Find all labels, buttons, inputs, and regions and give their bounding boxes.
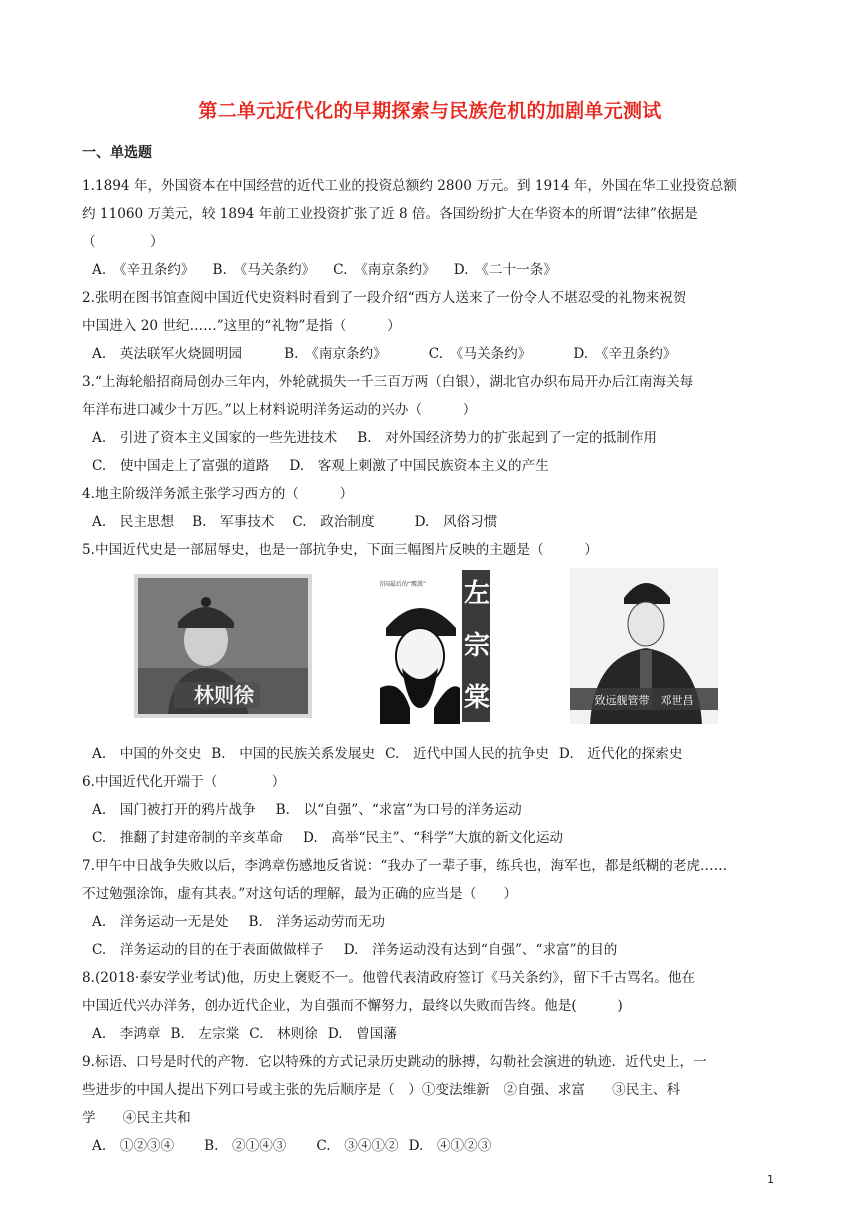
- question-text: 3.“上海轮船招商局创办三年内，外轮就损失一千三百万两（白银），湖北官办织布局开办后江南海关每: [82, 374, 694, 390]
- answer-option[interactable]: C. 洋务运动的目的在于表面做做样子: [92, 942, 324, 958]
- answer-option[interactable]: B. ②①④③: [204, 1138, 287, 1154]
- answer-option[interactable]: C. 《马关条约》: [428, 346, 532, 362]
- answer-option[interactable]: C. ③④①②: [316, 1138, 399, 1154]
- answer-option[interactable]: C. 林则徐: [249, 1026, 318, 1042]
- section-heading: 一、单选题: [82, 145, 152, 161]
- answer-option[interactable]: D. 洋务运动没有达到“自强”、“求富”的目的: [343, 942, 618, 958]
- answer-option[interactable]: A. 《辛丑条约》: [92, 262, 195, 278]
- question-text: 7.甲午中日战争失败以后，李鸿章伤感地反省说：“我办了一辈子事，练兵也，海军也，都是纸糊的老虎……: [82, 858, 728, 874]
- question-2: [82, 284, 782, 368]
- question-text: 1.1894 年，外国资本在中国经营的近代工业的投资总额约 2800 万元。到 1914 年，外国在华工业投资总额: [82, 178, 737, 194]
- options-row: [82, 340, 782, 368]
- options-row: [82, 740, 782, 768]
- options-row: [82, 824, 782, 852]
- question-text: 不过勉强涂饰，虚有其表。”对这句话的理解，最为正确的应当是（ ）: [82, 886, 518, 902]
- document-title: 第二单元近代化的早期探索与民族危机的加剧单元测试: [198, 100, 662, 122]
- answer-option[interactable]: A. 引进了资本主义国家的一些先进技术: [92, 430, 338, 446]
- question-1: [82, 172, 782, 284]
- answer-option[interactable]: D. 客观上刺激了中国民族资本主义的产生: [289, 458, 549, 474]
- options-row: [82, 1132, 782, 1160]
- question-list: [82, 172, 782, 1160]
- options-row: [82, 424, 782, 452]
- answer-option[interactable]: C. 《南京条约》: [333, 262, 436, 278]
- options-row: [82, 256, 782, 284]
- answer-option[interactable]: B. 《南京条约》: [284, 346, 387, 362]
- answer-option[interactable]: A. 中国的外交史: [92, 746, 202, 762]
- answer-option[interactable]: B. 以“自强”、“求富”为口号的洋务运动: [275, 802, 522, 818]
- question-text: 2.张明在图书馆查阅中国近代史资料时看到了一段介绍“西方人送来了一份令人不堪忍受的礼物来祝贺: [82, 290, 687, 306]
- answer-option[interactable]: B. 洋务运动劳而无功: [248, 914, 386, 930]
- question-5: [82, 536, 782, 768]
- question-text: 中国近代兴办洋务，创办近代企业，为自强而不懈努力，最终以失败而告终。他是( ): [82, 998, 623, 1014]
- question-9: [82, 1048, 782, 1160]
- question-text: 些进步的中国人提出下列口号或主张的先后顺序是（ ）①变法维新 ②自强、求富 ③民主、科: [82, 1082, 681, 1098]
- pic2-small-caption: 帝国最后的“鹰派”: [380, 581, 427, 588]
- answer-option[interactable]: A. 英法联军火烧圆明园: [92, 346, 243, 362]
- options-row: [82, 452, 782, 480]
- question-text: 4.地主阶级洋务派主张学习西方的（ ）: [82, 486, 354, 502]
- question-4: [82, 480, 782, 536]
- question-7: [82, 852, 782, 964]
- question-text: 9.标语、口号是时代的产物．它以特殊的方式记录历史跳动的脉搏，勾勒社会演进的轨迹．近代史上，一: [82, 1054, 707, 1070]
- answer-option[interactable]: A. 民主思想: [92, 514, 175, 530]
- answer-option[interactable]: A. 国门被打开的鸦片战争: [92, 802, 256, 818]
- pic2-big-caption: 左宗棠: [464, 579, 491, 713]
- answer-option[interactable]: D. 《辛丑条约》: [573, 346, 677, 362]
- question-text: 学 ④民主共和: [82, 1110, 191, 1126]
- answer-option[interactable]: A. 李鸿章: [92, 1026, 161, 1042]
- answer-option[interactable]: B. 对外国经济势力的扩张起到了一定的抵制作用: [357, 430, 658, 446]
- answer-option[interactable]: B. 中国的民族关系发展史: [211, 746, 376, 762]
- options-row: [82, 908, 782, 936]
- deng-shichang-picture: [570, 568, 718, 724]
- answer-option[interactable]: A. ①②③④: [92, 1138, 175, 1154]
- answer-option[interactable]: D. 风俗习惯: [414, 514, 498, 530]
- question-text: 5.中国近代史是一部屈辱史，也是一部抗争史，下面三幅图片反映的主题是（ ）: [82, 542, 598, 558]
- lin-zexu-picture: [134, 574, 312, 718]
- answer-option[interactable]: B. 《马关条约》: [212, 262, 316, 278]
- answer-option[interactable]: C. 推翻了封建帝制的辛亥革命: [92, 830, 283, 846]
- answer-option[interactable]: B. 军事技术: [192, 514, 275, 530]
- options-row: [82, 508, 782, 536]
- answer-option[interactable]: D. 近代化的探索史: [558, 746, 683, 762]
- answer-option[interactable]: B. 左宗棠: [170, 1026, 240, 1042]
- options-row: [82, 1020, 782, 1048]
- question-text: 8.(2018·泰安学业考试)他，历史上褒贬不一。他曾代表清政府签订《马关条约》，留下千古骂名。他在: [82, 970, 696, 986]
- answer-option[interactable]: C. 近代中国人民的抗争史: [385, 746, 549, 762]
- answer-option[interactable]: D. 曾国藩: [327, 1026, 397, 1042]
- answer-option[interactable]: D. ④①②③: [408, 1138, 492, 1154]
- pic3-caption: 致远舰管带 邓世昌: [594, 694, 694, 707]
- answer-option[interactable]: A. 洋务运动一无是处: [92, 914, 229, 930]
- answer-option[interactable]: C. 使中国走上了富强的道路: [92, 458, 270, 474]
- question-text: （ ）: [82, 234, 164, 250]
- question-3: [82, 368, 782, 480]
- options-row: [82, 936, 782, 964]
- answer-option[interactable]: D. 高举“民主”、“科学”大旗的新文化运动: [302, 830, 564, 846]
- question-text: 6.中国近代化开端于（ ）: [82, 774, 286, 790]
- options-row: [82, 796, 782, 824]
- question-6: [82, 768, 782, 852]
- question-text: 年洋布进口减少十万匹。”以上材料说明洋务运动的兴办（ ）: [82, 402, 477, 418]
- answer-option[interactable]: D. 《二十一条》: [453, 262, 557, 278]
- question-8: [82, 964, 782, 1048]
- pic1-caption: 林则徐: [194, 683, 254, 707]
- pictures-row: [82, 568, 782, 738]
- question-text: 约 11060 万美元，较 1894 年前工业投资扩张了近 8 倍。各国纷纷扩大在华资本的所谓“法律”依据是: [82, 206, 698, 222]
- page-number: 1: [767, 1173, 774, 1186]
- answer-option[interactable]: C. 政治制度: [292, 514, 375, 530]
- zuo-zongtang-picture: [380, 568, 492, 724]
- question-text: 中国进入 20 世纪……”这里的“礼物”是指（ ）: [82, 318, 401, 334]
